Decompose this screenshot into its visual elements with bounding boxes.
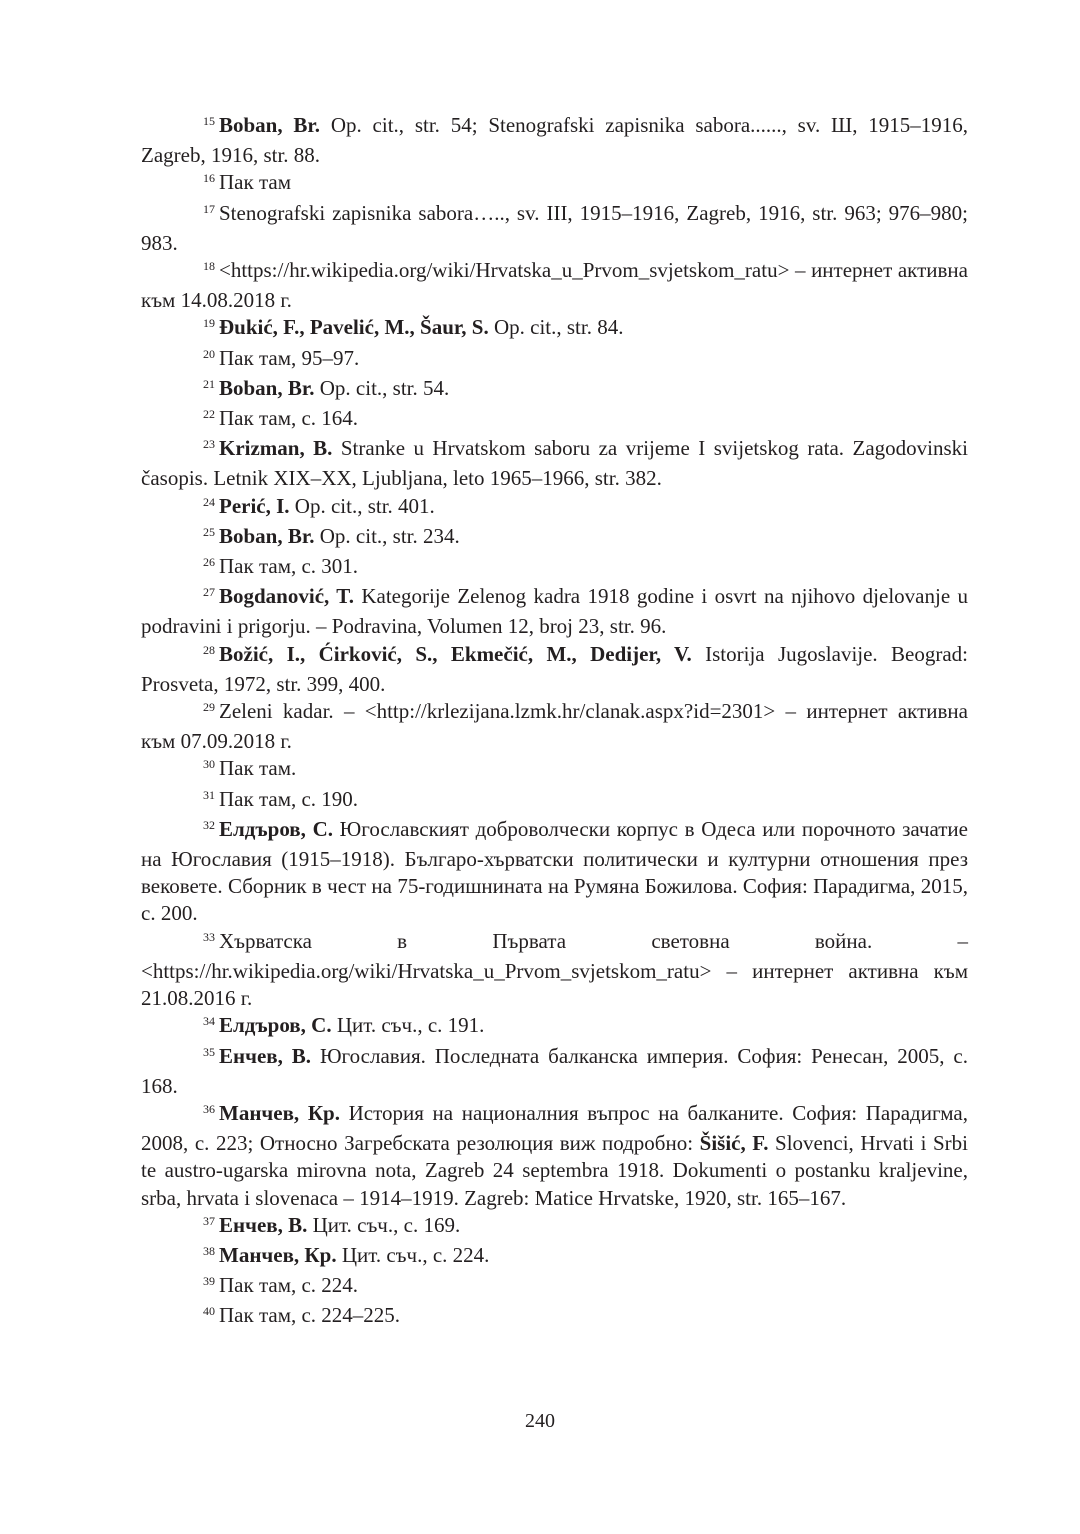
footnote-37: $^{37}$ Енчев, В. Цит. съч., с. 169.: [203, 1212, 461, 1237]
footnote-40: $^{40}$ Пак там, с. 224–225.: [203, 1303, 401, 1328]
footnote-30: $^{30}$ Пак там.: [203, 756, 297, 781]
footnote-15: $^{15}$ Boban, Br. Op. cit., str. 54; Stenografski zapisnika sabora......, sv. Ш, 1915–1916, Zagreb, 1916, str. 88.: [141, 113, 969, 168]
footnote-26: $^{26}$ Пак там, с. 301.: [203, 554, 359, 579]
footnote-21: $^{21}$ Boban, Br. Op. cit., str. 54.: [203, 375, 450, 400]
footnote-32: $^{32}$ Елдъров, С. Югославският доброволчески корпус в Одеса или порочното зачатие на Югославия (1915–1918). Българо-хърватски политически и културни отношения през вековете. Сборник в чест на 75-годишнината на Румяна Божилова. София: Парадигма, 2015, с. 200.: [141, 816, 968, 926]
footnote-25: $^{25}$ Boban, Br. Op. cit., str. 234.: [203, 523, 460, 548]
footnote-35: $^{35}$ Енчев, В. Югославия. Последната балканска империя. София: Ренесан, 2005, с. 168.: [141, 1043, 968, 1098]
footnote-33: $^{33}$ Хърватска в Първата световна война. – <https://hr.wikipedia.org/wiki/Hrvatska_u_Prvom_svjetskom_ratu> – интернет активна към 21.08.2016 г.: [141, 928, 968, 1011]
footnote-39: $^{39}$ Пак там, с. 224.: [203, 1273, 359, 1298]
footnote-17: $^{17}$ Stenografski zapisnika sabora….., sv. III, 1915–1916, Zagreb, 1916, str. 963; 976–980; 983.: [141, 200, 968, 255]
footnote-22: $^{22}$ Пак там, с. 164.: [203, 406, 359, 431]
footnotes-block: [141, 112, 968, 1333]
footnote-23: $^{23}$ Krizman, B. Stranke u Hrvatskom saboru za vrijeme I svijetskog rata. Zagodovinski časopis. Letnik XIX–XX, Ljubljana, leto 1965–1966, str. 382.: [141, 436, 968, 491]
footnote-36: $^{36}$ Манчев, Кр. История на националния въпрос на балканите. София: Парадигма, 2008, с. 223; Относно Загребската резолюция виж подробно: Šišić, F. Slovenci, Hrvati i Srbi te austro-ugarska mirovna nota, Zagreb 24 septembra 1918. Dokumenti o postanku kraljevine, srba, hrvata i slovenaca – 1914–1919. Zagreb: Matice Hrvatske, 1920, str. 165–167.: [141, 1100, 969, 1210]
footnote-27: $^{27}$ Bogdanović, T. Kategorije Zelenog kadra 1918 godine i osvrt na njihovo djelovanje u podravini i prigorju. – Podravina, Volumen 12, broj 23, str. 96.: [141, 584, 969, 639]
footnote-29: $^{29}$ Zeleni kadar. – <http://krlezijana.lzmk.hr/clanak.aspx?id=2301> – интернет активна към 07.09.2018 г.: [141, 699, 968, 754]
footnote-34: $^{34}$ Елдъров, С. Цит. съч., с. 191.: [203, 1013, 485, 1038]
footnote-24: $^{24}$ Perić, I. Op. cit., str. 401.: [203, 493, 435, 518]
footnote-16: $^{16}$ Пак там: [203, 170, 291, 195]
page-number: 240: [525, 1410, 555, 1432]
footnote-31: $^{31}$ Пак там, с. 190.: [203, 786, 359, 811]
footnote-38: $^{38}$ Манчев, Кр. Цит. съч., с. 224.: [203, 1242, 490, 1267]
footnote-18: $^{18}$ <https://hr.wikipedia.org/wiki/Hrvatska_u_Prvom_svjetskom_ratu> – интернет активна към 14.08.2018 г.: [141, 258, 968, 313]
footnote-19: $^{19}$ Đukić, F., Pavelić, M., Šaur, S. Op. cit., str. 84.: [203, 315, 624, 340]
footnote-28: $^{28}$ Božić, I., Ćirković, S., Ekmečić, M., Dedijer, V. Istorija Jugoslavije. Beograd: Prosveta, 1972, str. 399, 400.: [141, 641, 969, 696]
footnote-20: $^{20}$ Пак там, 95–97.: [203, 345, 360, 370]
